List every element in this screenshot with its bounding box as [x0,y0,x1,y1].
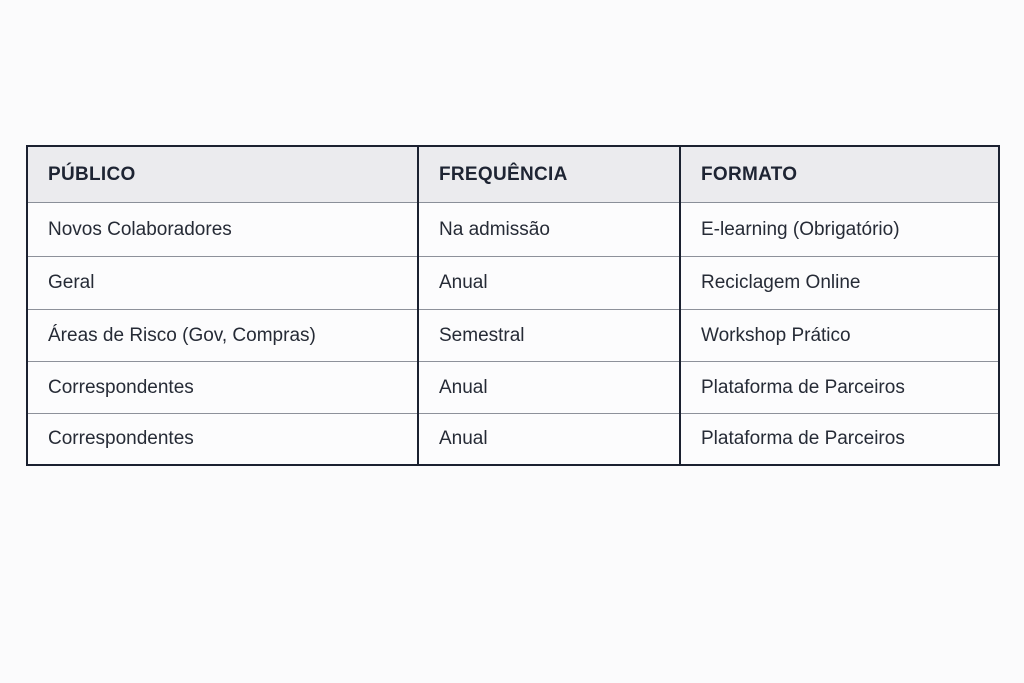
cell-formato: Workshop Prático [680,310,999,362]
cell-publico: Áreas de Risco (Gov, Compras) [27,310,418,362]
table-row [27,310,999,362]
cell-frequencia: Anual [418,362,680,414]
cell-publico: Geral [27,257,418,310]
cell-frequencia: Na admissão [418,203,680,257]
training-schedule-table-container [26,145,998,466]
cell-publico: Novos Colaboradores [27,203,418,257]
cell-frequencia: Semestral [418,310,680,362]
header-frequencia: FREQUÊNCIA [418,146,680,203]
cell-formato: Reciclagem Online [680,257,999,310]
table-row [27,362,999,414]
table-header-row [27,146,999,203]
cell-publico: Correspondentes [27,362,418,414]
cell-formato: E-learning (Obrigatório) [680,203,999,257]
cell-formato: Plataforma de Parceiros [701,428,905,449]
cell-formato: Plataforma de Parceiros [680,362,999,414]
header-publico: PÚBLICO [27,146,418,203]
cell-frequencia: Anual [418,414,680,466]
header-formato: FORMATO [680,146,999,203]
training-schedule-table [26,145,1000,466]
cell-frequencia: Anual [418,257,680,310]
table-row [27,203,999,257]
table-row [27,414,999,466]
cell-publico: Correspondentes [27,414,418,466]
table-row [27,257,999,310]
